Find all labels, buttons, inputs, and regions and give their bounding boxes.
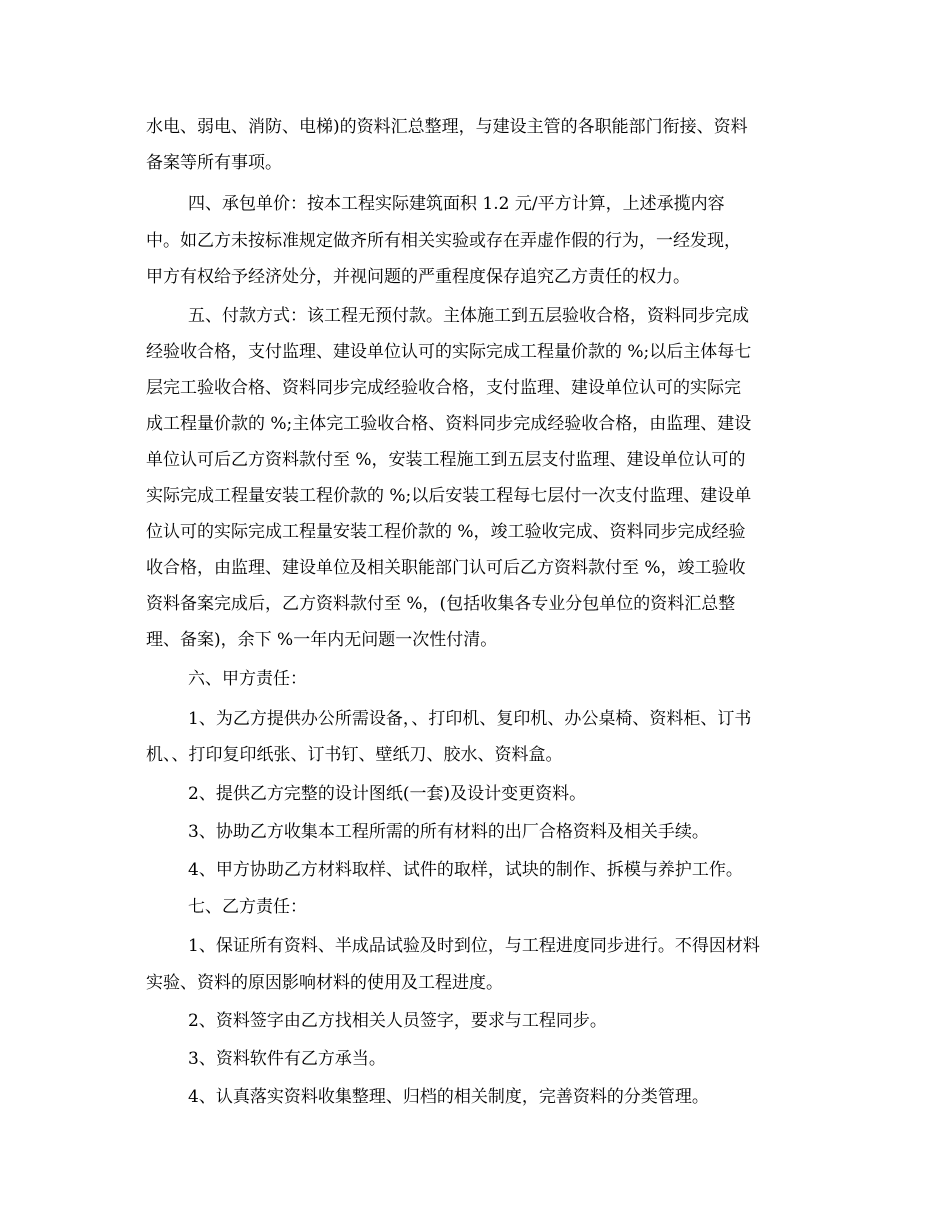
text-line: 4、甲方协助乙方材料取样、试件的取样，试块的制作、拆模与养护工作。	[188, 860, 743, 880]
text-line: 层完工验收合格、资料同步完成经验收合格，支付监理、建设单位认可的实际完	[146, 378, 741, 398]
text-line: 1、为乙方提供办公所需设备，、打印机、复印机、办公桌椅、资料柜、订书	[188, 709, 752, 729]
text-line: 3、协助乙方收集本工程所需的所有材料的出厂合格资料及相关手续。	[188, 822, 709, 842]
text-line: 水电、弱电、消防、电梯)的资料汇总整理，与建设主管的各职能部门衔接、资料	[146, 117, 748, 137]
text-line: 资料备案完成后，乙方资料款付至 %，(包括收集各专业分包单位的资料汇总整	[146, 594, 736, 614]
text-line: 2、提供乙方完整的设计图纸(一套)及设计变更资料。	[188, 784, 587, 804]
text-line: 四、承包单价：按本工程实际建筑面积 1.2 元/平方计算，上述承揽内容	[188, 194, 725, 214]
text-line: 五、付款方式：该工程无预付款。主体施工到五层验收合格，资料同步完成	[188, 306, 749, 326]
text-line: 中。如乙方未按标准规定做齐所有相关实验或存在弄虚作假的行为，一经发现，	[146, 231, 741, 251]
text-line: 经验收合格，支付监理、建设单位认可的实际完成工程量价款的 %;以后主体每七	[146, 342, 752, 362]
text-line: 位认可的实际完成工程量安装工程价款的 %，竣工验收完成、资料同步完成经验	[146, 522, 746, 542]
text-line: 甲方有权给予经济处分，并视问题的严重程度保存追究乙方责任的权力。	[146, 267, 690, 287]
text-line: 1、保证所有资料、半成品试验及时到位，与工程进度同步进行。不得因材料	[188, 936, 760, 956]
section-heading: 七、乙方责任：	[188, 897, 307, 917]
text-line: 2、资料签字由乙方找相关人员签字，要求与工程同步。	[188, 1011, 607, 1031]
text-line: 收合格，由监理、建设单位及相关职能部门认可后乙方资料款付至 %，竣工验收	[146, 558, 746, 578]
text-line: 成工程量价款的 %;主体完工验收合格、资料同步完成经验收合格，由监理、建设	[146, 414, 752, 434]
text-line: 单位认可后乙方资料款付至 %，安装工程施工到五层支付监理、建设单位认可的	[146, 450, 746, 470]
text-line: 机、、打印复印纸张、订书钉、壁纸刀、胶水、资料盒。	[146, 745, 563, 765]
text-line: 理、备案)，余下 %一年内无问题一次性付清。	[146, 630, 498, 650]
text-line: 备案等所有事项。	[146, 153, 282, 173]
text-line: 实验、资料的原因影响材料的使用及工程进度。	[146, 973, 503, 993]
text-line: 实际完成工程量安装工程价款的 %;以后安装工程每七层付一次支付监理、建设单	[146, 486, 752, 506]
section-heading: 六、甲方责任：	[188, 669, 307, 689]
text-line: 4、认真落实资料收集整理、归档的相关制度，完善资料的分类管理。	[188, 1087, 709, 1107]
text-line: 3、资料软件有乙方承当。	[188, 1049, 386, 1069]
